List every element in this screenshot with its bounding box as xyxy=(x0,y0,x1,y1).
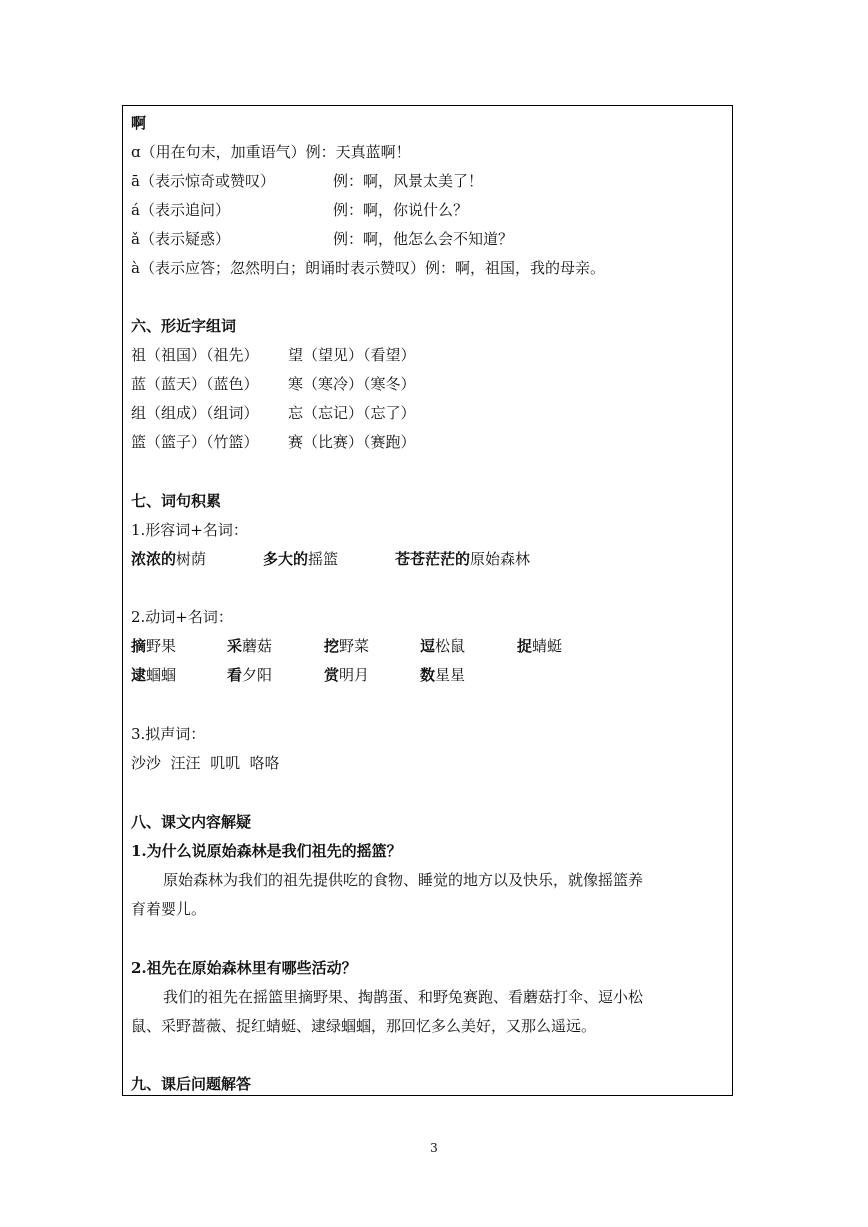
question-1: 1.为什么说原始森林是我们祖先的摇篮？ xyxy=(131,842,402,860)
a-char-heading: 啊 xyxy=(131,114,147,132)
answer-2-line: 鼠、采野蔷薇、捉红蜻蜓、逮绿蝈蝈，那回忆多么美好，又那么遥远。 xyxy=(131,1017,597,1035)
similar-char-pair: 蓝（蓝天）（蓝色） xyxy=(131,375,259,393)
phrase-item: 苍苍茫茫的原始森林 xyxy=(395,550,531,568)
similar-char-pair: 篮（篮子）（竹篮） xyxy=(131,433,259,451)
section-8-title: 八、课文内容解疑 xyxy=(131,813,252,831)
a-reading-row xyxy=(131,229,691,249)
a-reading-row xyxy=(131,200,691,220)
similar-char-pair: 寒（寒冷）（寒冬） xyxy=(288,375,416,393)
reading-text: ɑ（用在句末，加重语气） xyxy=(131,143,306,161)
answer-1-line: 原始森林为我们的祖先提供吃的食物、睡觉的地方以及快乐，就像摇篮养 xyxy=(163,871,644,889)
reading-text: à（表示应答；忽然明白；朗诵时表示赞叹） xyxy=(131,259,425,277)
question-2: 2.祖先在原始森林里有哪些活动？ xyxy=(131,959,357,977)
similar-char-pair: 望（望见）（看望） xyxy=(288,346,416,364)
content-table-cell xyxy=(122,105,733,1096)
verb-noun-row xyxy=(131,636,691,656)
phrase-item: 捉蜻蜓 xyxy=(517,637,563,655)
phrase-item: 摘野果 xyxy=(131,637,177,655)
a-reading-row xyxy=(131,171,691,191)
similar-char-pair: 赛（比赛）（赛跑） xyxy=(288,433,416,451)
section-9-title: 九、课后问题解答 xyxy=(131,1075,252,1093)
adj-noun-row xyxy=(131,549,691,569)
adj-noun-label: 1.形容词+名词： xyxy=(131,521,248,539)
onomatopoeia-label: 3.拟声词： xyxy=(131,725,206,743)
section-6-title: 六、形近字组词 xyxy=(131,317,237,335)
example-text: 例：天真蓝啊！ xyxy=(305,143,411,161)
example-text: 例：啊，祖国，我的母亲。 xyxy=(424,259,605,277)
page-number: 3 xyxy=(430,1141,438,1155)
phrase-item: 挖野菜 xyxy=(324,637,370,655)
verb-noun-row xyxy=(131,665,691,685)
similar-char-pair: 祖（祖国）（祖先） xyxy=(131,346,259,364)
phrase-item: 采蘑菇 xyxy=(227,637,273,655)
reading-text: á（表示追问） xyxy=(131,201,230,219)
similar-char-row xyxy=(131,374,531,394)
phrase-item: 数星星 xyxy=(420,666,466,684)
phrase-item: 逮蝈蝈 xyxy=(131,666,177,684)
reading-text: ǎ（表示疑惑） xyxy=(131,230,230,248)
phrase-item: 浓浓的树荫 xyxy=(131,550,207,568)
similar-char-pair: 忘（忘记）（忘了） xyxy=(288,404,416,422)
verb-noun-label: 2.动词+名词： xyxy=(131,608,233,626)
phrase-item: 多大的摇篮 xyxy=(263,550,339,568)
example-text: 例：啊，他怎么会不知道？ xyxy=(333,230,514,248)
similar-char-row xyxy=(131,345,531,365)
similar-char-row xyxy=(131,432,531,452)
phrase-item: 逗松鼠 xyxy=(420,637,466,655)
onomatopoeia-words: 沙沙 汪汪 叽叽 咯咯 xyxy=(131,754,280,772)
phrase-item: 赏明月 xyxy=(324,666,370,684)
similar-char-pair: 组（组成）（组词） xyxy=(131,404,259,422)
example-text: 例：啊，风景太美了！ xyxy=(333,172,484,190)
answer-1-line: 育着婴儿。 xyxy=(131,900,207,918)
similar-char-row xyxy=(131,403,531,423)
example-text: 例：啊，你说什么？ xyxy=(333,201,469,219)
reading-text: ā（表示惊奇或赞叹） xyxy=(131,172,275,190)
a-reading-row xyxy=(131,258,721,278)
phrase-item: 看夕阳 xyxy=(227,666,273,684)
answer-2-line: 我们的祖先在摇篮里摘野果、掏鹊蛋、和野兔赛跑、看蘑菇打伞、逗小松 xyxy=(163,988,644,1006)
a-reading-row xyxy=(131,142,691,162)
section-7-title: 七、词句积累 xyxy=(131,492,222,510)
